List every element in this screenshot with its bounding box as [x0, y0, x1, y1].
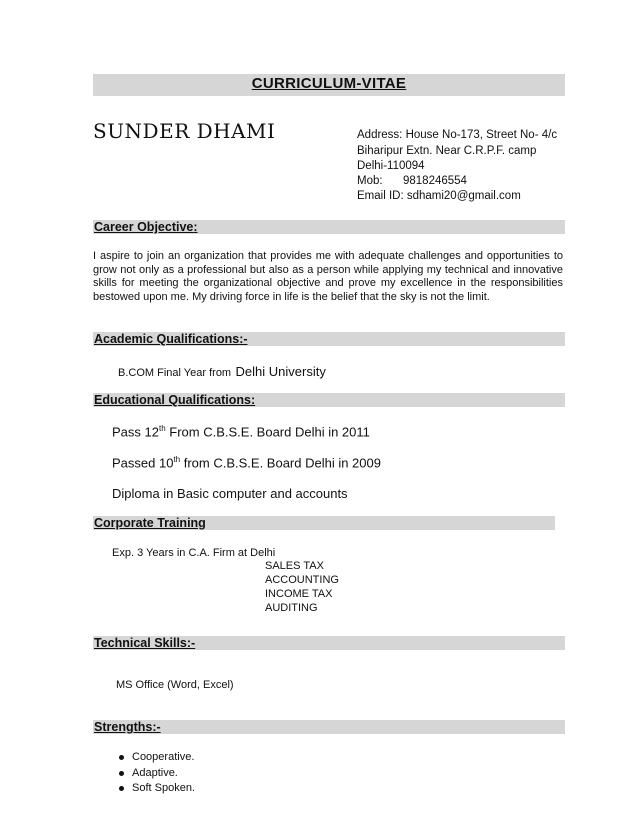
email: Email ID: sdhami20@gmail.com [357, 190, 521, 202]
academic-item-university: Delhi University [235, 364, 326, 379]
address-line-3: Delhi-110094 [357, 160, 425, 172]
mobile-number: 9818246554 [403, 175, 467, 187]
education-item-post: from C.B.S.E. Board Delhi in 2009 [180, 455, 381, 471]
career-objective-text: I aspire to join an organization that provides me with adequate challenges and opportunities to grow not only as a professional but also as a person while applying my technical and innovative skills for meeting the organizational objective and prove my excellence in the responsibilities bestowed upon me. My driving force in life is the belief that the sky is not the limit. [93, 250, 563, 303]
technical-heading-text: Technical Skills [94, 636, 187, 650]
technical-heading [94, 636, 195, 650]
career-heading-suffix: : [193, 220, 198, 234]
strength-text: Soft Spoken. [132, 782, 195, 794]
education-item-post: From C.B.S.E. Board Delhi in 2011 [165, 424, 370, 440]
bullet-icon [119, 786, 124, 791]
career-heading-text: Career Objective [94, 220, 194, 234]
training-heading: Corporate Training [94, 516, 206, 530]
candidate-name: SUNDER DHAMI [93, 119, 276, 143]
training-intro: Exp. 3 Years in C.A. Firm at Delhi [112, 547, 276, 559]
academic-item [118, 363, 326, 381]
educational-heading-suffix: : [250, 393, 256, 407]
address-line-1: Address: House No-173, Street No- 4/c [357, 129, 558, 141]
strengths-heading-text: Strengths [94, 720, 153, 734]
education-item-pre: Passed 10 [112, 455, 174, 471]
educational-heading [94, 393, 255, 407]
page-title: CURRICULUM-VITAE [251, 75, 407, 92]
education-item-sup: th [158, 424, 166, 433]
mobile-label: Mob: [357, 175, 383, 187]
training-area: INCOME TAX [265, 588, 333, 600]
technical-heading-suffix: :- [186, 636, 196, 650]
education-item-sup: th [173, 455, 181, 464]
career-heading [94, 220, 198, 234]
strengths-section-bar [93, 720, 565, 734]
training-area: AUDITING [265, 602, 318, 614]
strength-item [132, 751, 194, 763]
academic-heading-suffix: :- [239, 332, 248, 346]
bullet-icon [119, 771, 124, 776]
education-item [112, 486, 348, 501]
education-item-pre: Pass 12 [112, 424, 159, 440]
strength-item [132, 782, 195, 794]
address-line-2: Biharipur Extn. Near C.R.P.F. camp [357, 145, 537, 157]
strength-text: Cooperative. [132, 751, 195, 763]
academic-item-prefix: B.COM Final Year from [118, 367, 232, 379]
education-item [112, 455, 381, 470]
academic-heading [94, 332, 248, 346]
strength-item [132, 767, 178, 779]
strengths-heading [94, 720, 161, 734]
strengths-heading-suffix: :- [152, 720, 161, 734]
educational-heading-text: Educational Qualifications [94, 393, 251, 407]
strength-text: Adaptive. [132, 767, 178, 779]
technical-skill-item: MS Office (Word, Excel) [116, 679, 234, 691]
education-item-pre: Diploma in Basic computer and accounts [112, 486, 348, 501]
bullet-icon [119, 755, 124, 760]
training-area: ACCOUNTING [265, 574, 339, 586]
training-area: SALES TAX [265, 560, 324, 572]
academic-heading-text: Academic Qualifications [94, 332, 240, 346]
education-item [112, 424, 370, 439]
